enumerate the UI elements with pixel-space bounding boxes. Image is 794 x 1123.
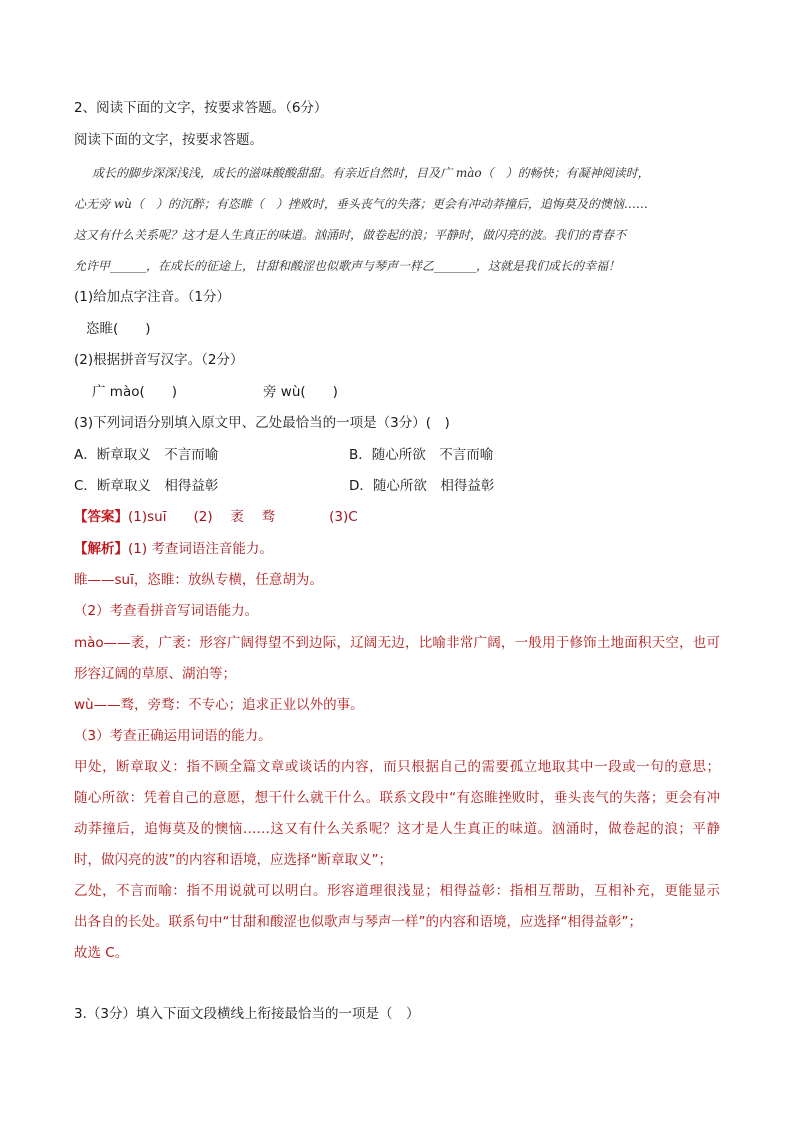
- subquestion-2-title: (2)根据拼音写汉字。（2分）: [74, 352, 244, 368]
- analysis-line: （3）考查正确运用词语的能力。: [74, 728, 272, 744]
- option-a: A．断章取义 不言而喻: [74, 447, 219, 463]
- passage-line: 这又有什么关系呢？这才是人生真正的味道。汹涌时，做卷起的浪；平静时，做闪亮的波。我们的青春不: [74, 228, 627, 242]
- analysis-line: 甲处，断章取义：指不顾全篇文章或谈话的内容，而只根据自己的需要孤立地取其中一段或一句的意思；: [74, 759, 720, 775]
- option-b: B．随心所欲 不言而喻: [349, 447, 494, 463]
- answer-text: (1)suī (2) 袤 骛 (3)C: [128, 509, 358, 525]
- analysis-header: [74, 539, 273, 559]
- subquestion-2-item-b: 旁 wù( ): [263, 384, 338, 400]
- analysis-line: 出各自的长处。联系句中“甘甜和酸涩也似歌声与琴声一样”的内容和语境，应选择“相得益彰”；: [74, 914, 642, 930]
- analysis-first: (1) 考查词语注音能力。: [128, 541, 273, 557]
- analysis-line: mào——袤，广袤：形容广阔得望不到边际，辽阔无边，比喻非常广阔，一般用于修饰土地面积天空，也可: [74, 635, 720, 651]
- passage-line: 成长的脚步深深浅浅，成长的滋味酸酸甜甜。有亲近自然时，目及广 mào（ ）的畅快；有凝神阅读时，: [92, 166, 650, 180]
- analysis-line: 形容辽阔的草原、湖泊等；: [74, 666, 236, 682]
- analysis-tag: 【解析】: [74, 541, 128, 557]
- analysis-line: 故选 C。: [74, 945, 129, 961]
- subquestion-1-item: 恣睢( ): [86, 321, 151, 337]
- question-3-header: 3.（3分）填入下面文段横线上衔接最恰当的一项是（ ）: [74, 1006, 420, 1022]
- subquestion-1-title: (1)给加点字注音。（1分）: [74, 289, 230, 305]
- subquestion-3-title: (3)下列词语分别填入原文甲、乙处最恰当的一项是（3分）( ): [74, 415, 450, 431]
- option-c: C．断章取义 相得益彰: [74, 478, 219, 494]
- analysis-line: 睢——suī，恣睢：放纵专横，任意胡为。: [74, 572, 323, 588]
- answer-tag: 【答案】: [74, 509, 128, 525]
- question-2-intro: 阅读下面的文字，按要求答题。: [74, 132, 263, 148]
- option-d: D．随心所欲 相得益彰: [349, 478, 495, 494]
- answer-line: [74, 507, 358, 527]
- passage-line: 心无旁 wù（ ）的沉醉；有恣睢（ ）挫败时，垂头丧气的失落；更会有冲动莽撞后，追悔莫及的懊恼……: [74, 197, 648, 211]
- analysis-line: 乙处，不言而喻：指不用说就可以明白。形容道理很浅显；相得益彰：指相互帮助，互相补充，更能显示: [74, 883, 720, 899]
- analysis-line: 动莽撞后，追悔莫及的懊恼……这又有什么关系呢？这才是人生真正的味道。汹涌时，做卷起的浪；平静: [74, 821, 720, 837]
- analysis-line: wù——骛，旁骛：不专心；追求正业以外的事。: [74, 697, 364, 713]
- analysis-line: 随心所欲：凭着自己的意愿，想干什么就干什么。联系文段中“有恣睢挫败时，垂头丧气的失落；更会有冲: [74, 790, 720, 806]
- question-2-header: 2、阅读下面的文字，按要求答题。（6分）: [74, 100, 328, 116]
- analysis-line: （2）考查看拼音写词语能力。: [74, 603, 259, 619]
- analysis-line: 时，做闪亮的波”的内容和语境，应选择“断章取义”；: [74, 852, 392, 868]
- passage-line: 允许甲______，在成长的征途上，甘甜和酸涩也似歌声与琴声一样乙_______，这就是我们成长的幸福！: [74, 259, 621, 273]
- subquestion-2-item-a: 广 mào( ): [92, 384, 178, 400]
